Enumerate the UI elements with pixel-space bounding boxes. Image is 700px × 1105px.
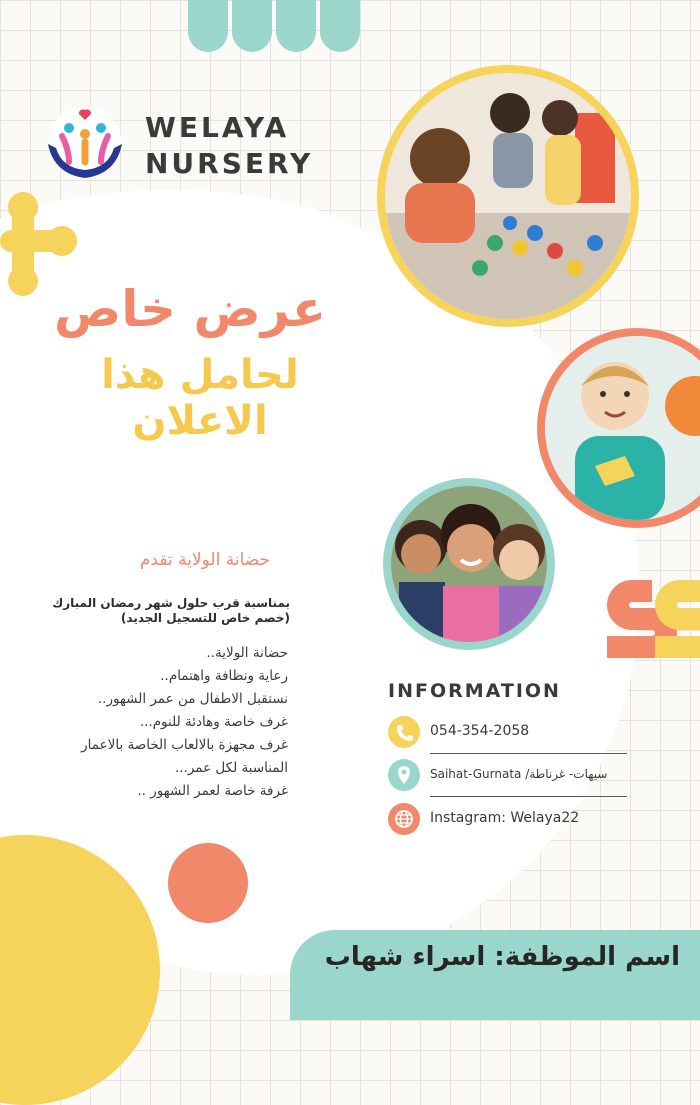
occasion-line-1: بمناسبة قرب حلول شهر رمضان المبارك — [52, 596, 290, 610]
scallop-decoration — [276, 0, 316, 52]
ad-holder-headline: لحامل هذا الاعلان — [101, 352, 299, 444]
coral-circle-decoration — [168, 843, 248, 923]
children-playing-photo — [377, 65, 639, 327]
employee-name: اسم الموظفة: اسراء شهاب — [324, 942, 680, 972]
scallop-decoration — [188, 0, 228, 52]
feature-item: غرفة خاصة لعمر الشهور .. — [137, 783, 288, 799]
phone-icon — [388, 716, 420, 748]
instagram-handle: Instagram: Welaya22 — [430, 810, 580, 826]
brand-line-2: NURSERY — [145, 147, 314, 180]
location-pin-icon — [388, 759, 420, 791]
feature-item: نستقبل الاطفال من عمر الشهور.. — [97, 691, 288, 707]
instagram-row[interactable] — [388, 803, 628, 833]
feature-item: حضانة الولاية.. — [206, 645, 288, 661]
phone-row[interactable] — [388, 716, 628, 746]
feature-item: المناسبة لكل عمر... — [174, 760, 288, 776]
hands-family-logo-icon — [40, 100, 130, 190]
yellow-dot-decoration — [47, 226, 77, 256]
divider — [430, 753, 627, 754]
location-text: Saihat-Gurnata /سيهات- غرناطة — [430, 767, 608, 781]
brand-name — [145, 110, 313, 182]
yellow-dot-decoration — [8, 192, 38, 222]
divider — [430, 796, 627, 797]
brand-line-1: WELAYA — [145, 111, 290, 144]
scallop-decoration — [320, 0, 360, 52]
occasion-text — [40, 596, 290, 626]
feature-item: غرف مجهزة بالالعاب الخاصة بالاعمار — [81, 737, 288, 753]
features-list — [30, 642, 288, 803]
coral-wave-decoration — [607, 580, 700, 680]
feature-item: غرف خاصة وهادئة للنوم... — [139, 714, 288, 730]
occasion-line-2: (خصم خاص للتسجيل الجديد) — [120, 611, 290, 625]
special-offer-headline: عرض خاص — [54, 280, 326, 338]
globe-icon — [388, 803, 420, 835]
scallop-decoration — [232, 0, 272, 52]
phone-number: 054-354-2058 — [430, 723, 530, 739]
feature-item: رعاية ونظافة واهتمام.. — [160, 668, 288, 684]
information-heading: INFORMATION — [388, 680, 561, 702]
location-row[interactable] — [388, 759, 628, 789]
nursery-presents-text: حضانة الولاية تقدم — [139, 550, 270, 570]
smiling-girls-photo — [383, 478, 555, 650]
